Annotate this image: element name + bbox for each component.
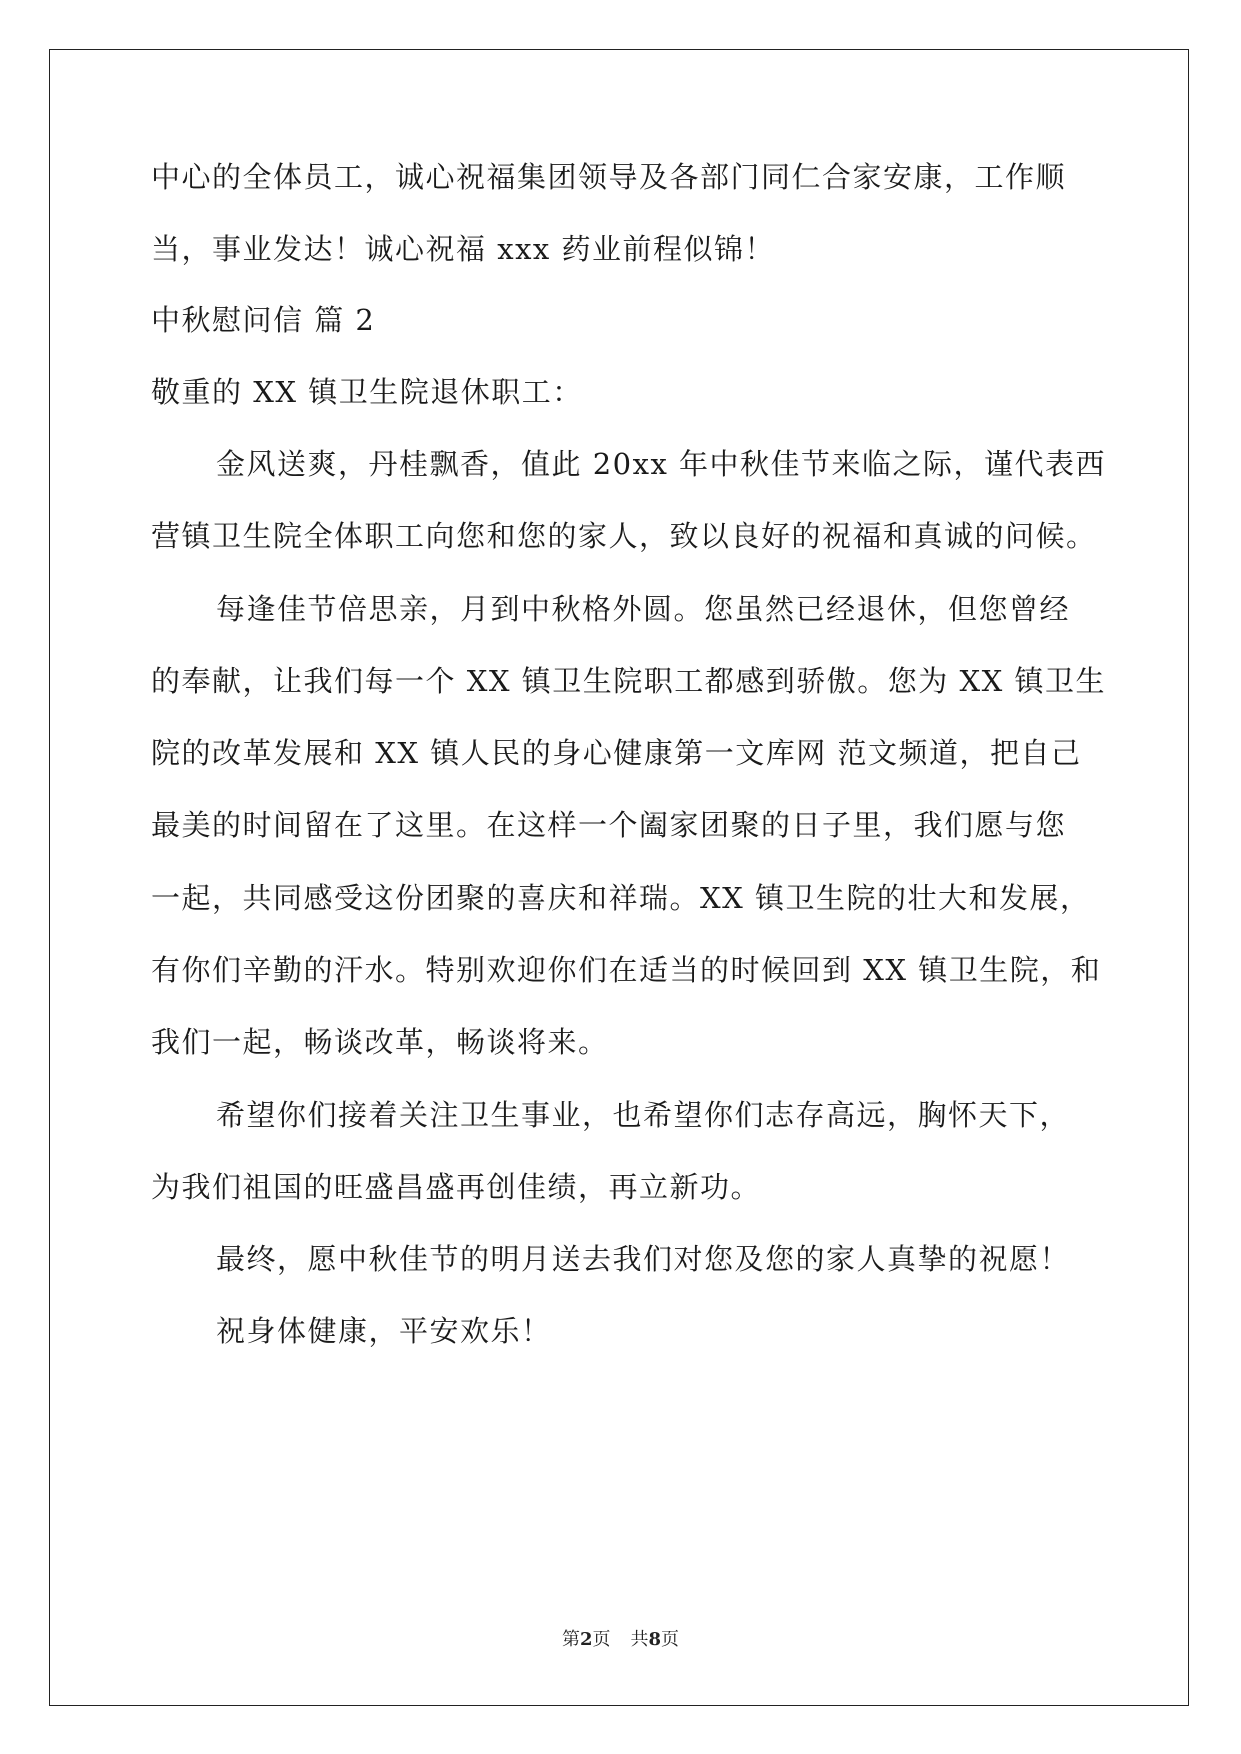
closing-wish: 最终，愿中秋佳节的明月送去我们对您及您的家人真挚的祝愿！ — [216, 1242, 1071, 1276]
body-line-12: 有你们辛勤的汗水。特别欢迎你们在适当的时候回到 XX 镇卫生院，和 — [151, 953, 1102, 987]
body-line-6: 营镇卫生院全体职工向您和您的家人，致以良好的祝福和真诚的问候。 — [151, 519, 1097, 553]
page-suffix: 页 — [592, 1629, 611, 1650]
body-line-15: 为我们祖国的旺盛昌盛再创佳绩，再立新功。 — [151, 1170, 762, 1204]
body-line-13: 我们一起，畅谈改革，畅谈将来。 — [151, 1025, 609, 1059]
body-line-10: 最美的时间留在了这里。在这样一个阖家团聚的日子里，我们愿与您 — [151, 808, 1067, 842]
body-line-9: 院的改革发展和 XX 镇人民的身心健康第一文库网 范文频道，把自己 — [151, 736, 1082, 770]
body-line-11: 一起，共同感受这份团聚的喜庆和祥瑞。XX 镇卫生院的壮大和发展， — [151, 881, 1091, 915]
closing-blessing: 祝身体健康，平安欢乐！ — [216, 1314, 552, 1348]
total-pages: 8 — [648, 1629, 662, 1650]
section-heading: 中秋慰问信 篇 2 — [151, 303, 376, 337]
body-line-1: 中心的全体员工，诚心祝福集团领导及各部门同仁合家安康，工作顺 — [151, 160, 1067, 194]
body-line-14: 希望你们接着关注卫生事业，也希望你们志存高远，胸怀天下， — [216, 1098, 1071, 1132]
body-line-5: 金风送爽，丹桂飘香，值此 20xx 年中秋佳节来临之际，谨代表西 — [216, 447, 1107, 481]
total-prefix: 共 — [630, 1629, 649, 1650]
total-suffix: 页 — [661, 1629, 680, 1650]
page-number: 2 — [579, 1629, 593, 1650]
body-line-8: 的奉献，让我们每一个 XX 镇卫生院职工都感到骄傲。您为 XX 镇卫生 — [151, 664, 1106, 698]
body-line-2: 当，事业发达！诚心祝福 xxx 药业前程似锦！ — [151, 232, 776, 266]
salutation: 敬重的 XX 镇卫生院退休职工： — [151, 375, 583, 409]
page-footer — [0, 1628, 1241, 1652]
page-prefix: 第 — [561, 1629, 580, 1650]
body-line-7: 每逢佳节倍思亲，月到中秋格外圆。您虽然已经退休，但您曾经 — [216, 592, 1071, 626]
